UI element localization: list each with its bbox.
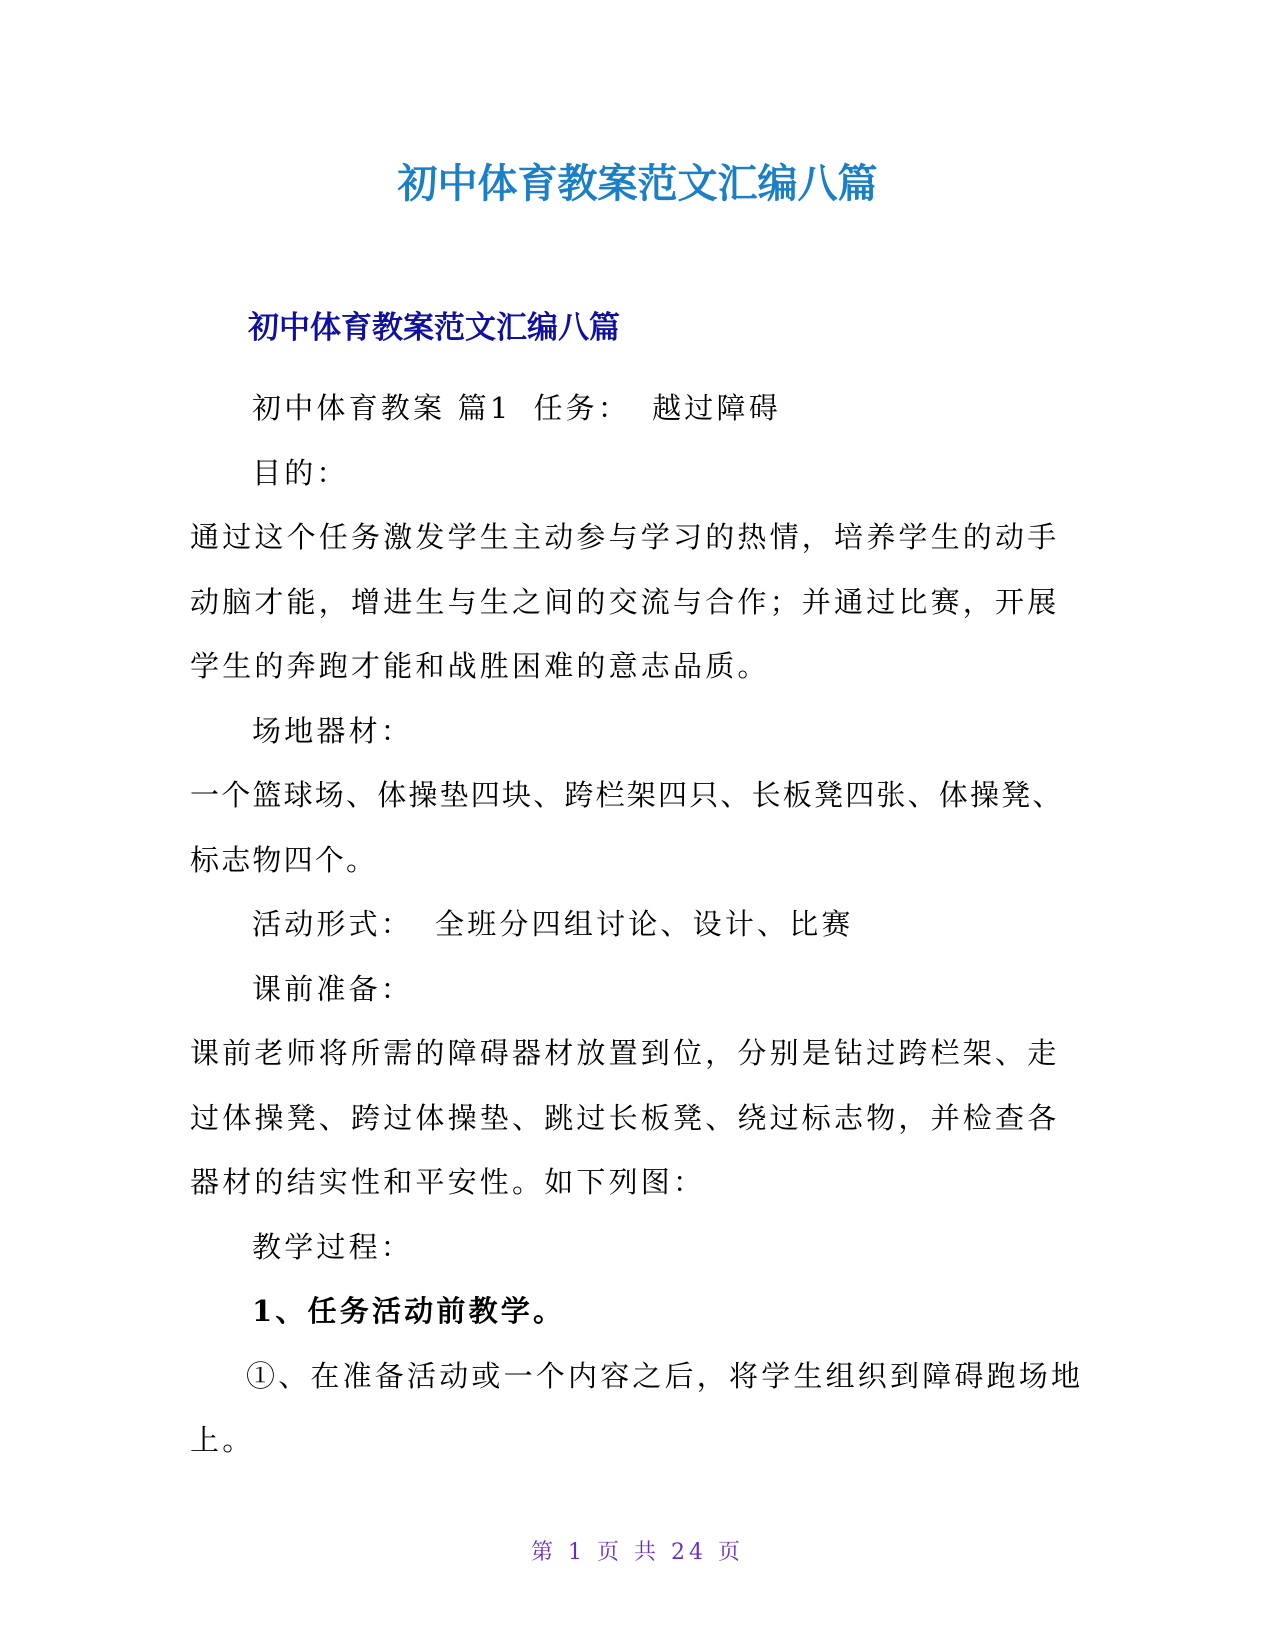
activity-line <box>190 892 1090 957</box>
lesson-label: 初中体育教案 篇1 <box>252 391 512 425</box>
equipment-label: 场地器材： <box>252 713 414 748</box>
process-label: 教学过程： <box>252 1229 414 1264</box>
document-title: 初中体育教案范文汇编八篇 <box>397 161 878 207</box>
step1-item1-text: ①、在准备活动或一个内容之后，将学生组织到障碍跑场地上。 <box>190 1358 1084 1457</box>
task-value: 越过障碍 <box>652 391 781 425</box>
equipment-text: 一个篮球场、体操垫四块、跨栏架四只、长板凳四张、体操凳、标志物四个。 <box>190 778 1064 877</box>
prep-text: 课前老师将所需的障碍器材放置到位，分别是钻过跨栏架、走过体操凳、跨过体操垫、跳过长板凳、绕过标志物，并检查各器材的结实性和平安性。如下列图： <box>190 1036 1060 1199</box>
prep-label: 课前准备： <box>252 971 414 1006</box>
step1-item1 <box>190 1344 1090 1473</box>
purpose-label: 目的： <box>252 455 349 490</box>
section-title: 初中体育教案范文汇编八篇 <box>248 310 620 346</box>
task-label: 任务： <box>533 391 631 425</box>
page-footer: 第 1 页 共 24 页 <box>531 1540 744 1565</box>
activity-value: 全班分四组讨论、设计、比赛 <box>435 907 854 941</box>
document-body <box>190 376 1090 1473</box>
step1-heading: 1、任务活动前教学。 <box>252 1294 566 1328</box>
purpose-text: 通过这个任务激发学生主动参与学习的热情，培养学生的动手动脑才能，增进生与生之间的交流与合作；并通过比赛，开展学生的奔跑才能和战胜困难的意志品质。 <box>190 520 1060 683</box>
lesson-heading-line <box>190 376 1090 441</box>
activity-label: 活动形式： <box>252 907 414 941</box>
